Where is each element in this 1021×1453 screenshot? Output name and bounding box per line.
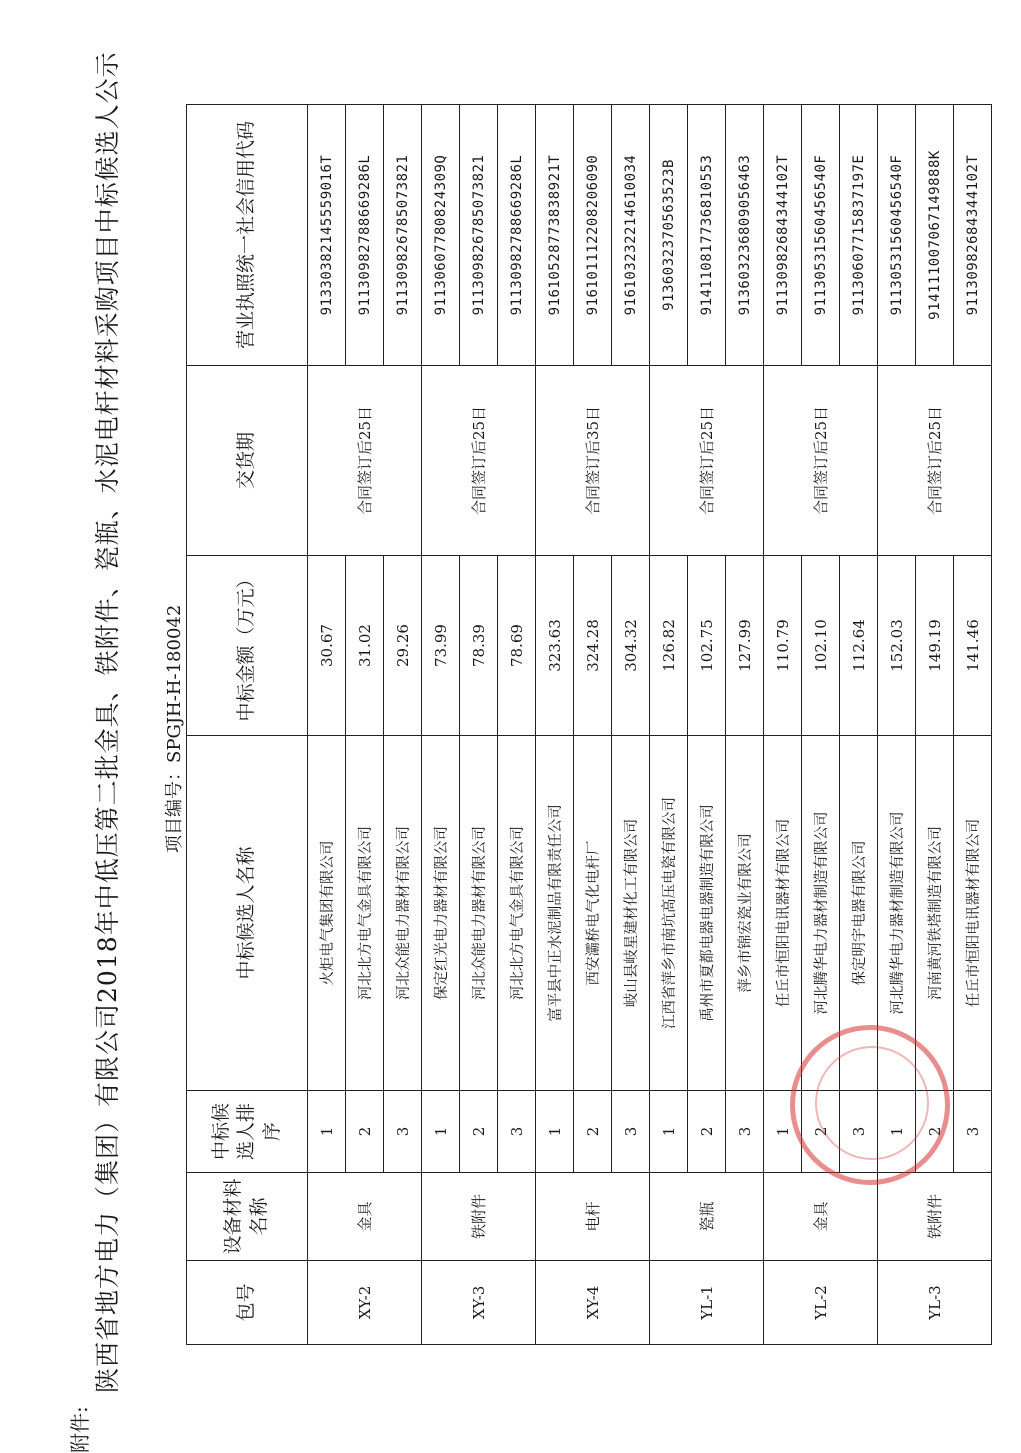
rank-cell: 3 bbox=[612, 1091, 650, 1173]
amount-cell: 102.75 bbox=[688, 556, 726, 736]
table-row bbox=[346, 105, 384, 1345]
rank-cell: 3 bbox=[954, 1091, 992, 1173]
table-row bbox=[574, 105, 612, 1345]
package-cell: YL-2 bbox=[764, 1261, 878, 1345]
amount-cell: 102.10 bbox=[802, 556, 840, 736]
rank-cell: 2 bbox=[574, 1091, 612, 1173]
credit-code-cell: 91610528773838921T bbox=[536, 105, 574, 366]
table-row bbox=[954, 105, 992, 1345]
credit-code-cell: 91130531560456540F bbox=[878, 105, 916, 366]
table-row bbox=[726, 105, 764, 1345]
material-cell: 金具 bbox=[764, 1173, 878, 1261]
candidate-name-cell: 任丘市恒阳电讯器材有限公司 bbox=[954, 736, 992, 1091]
rank-cell: 2 bbox=[688, 1091, 726, 1173]
amount-cell: 141.46 bbox=[954, 556, 992, 736]
candidate-name-cell: 萍乡市锦宏瓷业有限公司 bbox=[726, 736, 764, 1091]
rank-cell: 1 bbox=[308, 1091, 346, 1173]
amount-cell: 112.64 bbox=[840, 556, 878, 736]
header-delivery: 交货期 bbox=[187, 366, 308, 556]
amount-cell: 30.67 bbox=[308, 556, 346, 736]
amount-cell: 152.03 bbox=[878, 556, 916, 736]
candidate-name-cell: 河南黄河铁塔制造有限公司 bbox=[916, 736, 954, 1091]
header-amount: 中标金额（万元） bbox=[187, 556, 308, 736]
amount-cell: 110.79 bbox=[764, 556, 802, 736]
amount-cell: 304.32 bbox=[612, 556, 650, 736]
candidate-name-cell: 河北众能电力器材有限公司 bbox=[460, 736, 498, 1091]
table-row bbox=[460, 105, 498, 1345]
table-row bbox=[764, 105, 802, 1345]
amount-cell: 127.99 bbox=[726, 556, 764, 736]
delivery-cell: 合同签订后25日 bbox=[422, 366, 536, 556]
candidate-name-cell: 河北众能电力器材有限公司 bbox=[384, 736, 422, 1091]
amount-cell: 31.02 bbox=[346, 556, 384, 736]
credit-code-cell: 91130607715837197E bbox=[840, 105, 878, 366]
credit-code-cell: 91130982788669286L bbox=[346, 105, 384, 366]
rank-cell: 2 bbox=[346, 1091, 384, 1173]
credit-code-cell: 91130607780824309Q bbox=[422, 105, 460, 366]
rank-cell: 3 bbox=[384, 1091, 422, 1173]
credit-code-cell: 91330382145559016T bbox=[308, 105, 346, 366]
credit-code-cell: 911309826785073821 bbox=[384, 105, 422, 366]
project-number: 项目编号：SPGJH-H-180042 bbox=[164, 604, 185, 853]
rank-cell: 1 bbox=[422, 1091, 460, 1173]
header-material: 设备材料名称 bbox=[187, 1173, 308, 1261]
table-row bbox=[422, 105, 460, 1345]
delivery-cell: 合同签订后25日 bbox=[308, 366, 422, 556]
rank-cell: 2 bbox=[460, 1091, 498, 1173]
header-credit: 营业执照统一社会信用代码 bbox=[187, 105, 308, 366]
rank-cell: 3 bbox=[726, 1091, 764, 1173]
credit-code-cell: 91130982788669286L bbox=[498, 105, 536, 366]
table-row bbox=[688, 105, 726, 1345]
material-cell: 铁附件 bbox=[878, 1173, 992, 1261]
attachment-label: 附件: bbox=[68, 1406, 92, 1453]
candidate-name-cell: 任丘市恒阳电讯器材有限公司 bbox=[764, 736, 802, 1091]
header-name: 中标候选人名称 bbox=[187, 736, 308, 1091]
table-row bbox=[498, 105, 536, 1345]
material-cell: 铁附件 bbox=[422, 1173, 536, 1261]
rank-cell: 3 bbox=[840, 1091, 878, 1173]
rank-cell: 2 bbox=[802, 1091, 840, 1173]
material-cell: 金具 bbox=[308, 1173, 422, 1261]
credit-code-cell: 911309826785073821 bbox=[460, 105, 498, 366]
delivery-cell: 合同签订后35日 bbox=[536, 366, 650, 556]
package-cell: XY-3 bbox=[422, 1261, 536, 1345]
delivery-cell: 合同签订后25日 bbox=[650, 366, 764, 556]
candidate-name-cell: 禹州市夏都电器电器制造有限公司 bbox=[688, 736, 726, 1091]
table-header-row bbox=[187, 105, 308, 1345]
package-cell: YL-1 bbox=[650, 1261, 764, 1345]
header-rank: 中标候选人排序 bbox=[187, 1091, 308, 1173]
material-cell: 电杆 bbox=[536, 1173, 650, 1261]
credit-code-cell: 91130982684344102T bbox=[764, 105, 802, 366]
table-row bbox=[308, 105, 346, 1345]
candidate-name-cell: 河北北方电气金具有限公司 bbox=[498, 736, 536, 1091]
table-row bbox=[384, 105, 422, 1345]
header-package: 包号 bbox=[187, 1261, 308, 1345]
red-seal-stamp bbox=[790, 1025, 950, 1185]
material-cell: 瓷瓶 bbox=[650, 1173, 764, 1261]
table-row bbox=[536, 105, 574, 1345]
amount-cell: 78.69 bbox=[498, 556, 536, 736]
table-row bbox=[612, 105, 650, 1345]
package-cell: XY-4 bbox=[536, 1261, 650, 1345]
rank-cell: 1 bbox=[764, 1091, 802, 1173]
candidate-name-cell: 西安灞桥电气化电杆厂 bbox=[574, 736, 612, 1091]
candidate-name-cell: 火炬电气集团有限公司 bbox=[308, 736, 346, 1091]
credit-code-cell: 914111007067149888K bbox=[916, 105, 954, 366]
credit-code-cell: 916101112208206090 bbox=[574, 105, 612, 366]
candidate-name-cell: 江西省萍乡市南坑高压电瓷有限公司 bbox=[650, 736, 688, 1091]
rank-cell: 1 bbox=[536, 1091, 574, 1173]
amount-cell: 323.63 bbox=[536, 556, 574, 736]
document-title: 陕西省地方电力（集团）有限公司2018年中低压第二批金具、铁附件、瓷瓶、水泥电杆材料采购项目中标候选人公示 bbox=[93, 51, 122, 1393]
candidate-name-cell: 保定明宇电器有限公司 bbox=[840, 736, 878, 1091]
credit-code-cell: 91130982684344102T bbox=[954, 105, 992, 366]
table-row bbox=[650, 105, 688, 1345]
candidate-name-cell: 河北腾华电力器材制造有限公司 bbox=[802, 736, 840, 1091]
candidate-name-cell: 河北腾华电力器材制造有限公司 bbox=[878, 736, 916, 1091]
amount-cell: 78.39 bbox=[460, 556, 498, 736]
candidate-name-cell: 保定红光电力器材有限公司 bbox=[422, 736, 460, 1091]
candidate-name-cell: 河北北方电气金具有限公司 bbox=[346, 736, 384, 1091]
package-cell: YL-3 bbox=[878, 1261, 992, 1345]
credit-code-cell: 916103232214610034 bbox=[612, 105, 650, 366]
rank-cell: 1 bbox=[650, 1091, 688, 1173]
amount-cell: 126.82 bbox=[650, 556, 688, 736]
amount-cell: 324.28 bbox=[574, 556, 612, 736]
package-cell: XY-2 bbox=[308, 1261, 422, 1345]
candidate-name-cell: 岐山县岐星建材化工有限公司 bbox=[612, 736, 650, 1091]
credit-code-cell: 9136032370563523B bbox=[650, 105, 688, 366]
credit-code-cell: 913603236809056463 bbox=[726, 105, 764, 366]
delivery-cell: 合同签订后25日 bbox=[878, 366, 992, 556]
rank-cell: 3 bbox=[498, 1091, 536, 1173]
amount-cell: 73.99 bbox=[422, 556, 460, 736]
credit-code-cell: 91130531560456540F bbox=[802, 105, 840, 366]
delivery-cell: 合同签订后25日 bbox=[764, 366, 878, 556]
rank-cell: 2 bbox=[916, 1091, 954, 1173]
credit-code-cell: 914110817736810553 bbox=[688, 105, 726, 366]
amount-cell: 29.26 bbox=[384, 556, 422, 736]
candidate-name-cell: 富平县中正水泥制品有限责任公司 bbox=[536, 736, 574, 1091]
rank-cell: 1 bbox=[878, 1091, 916, 1173]
amount-cell: 149.19 bbox=[916, 556, 954, 736]
